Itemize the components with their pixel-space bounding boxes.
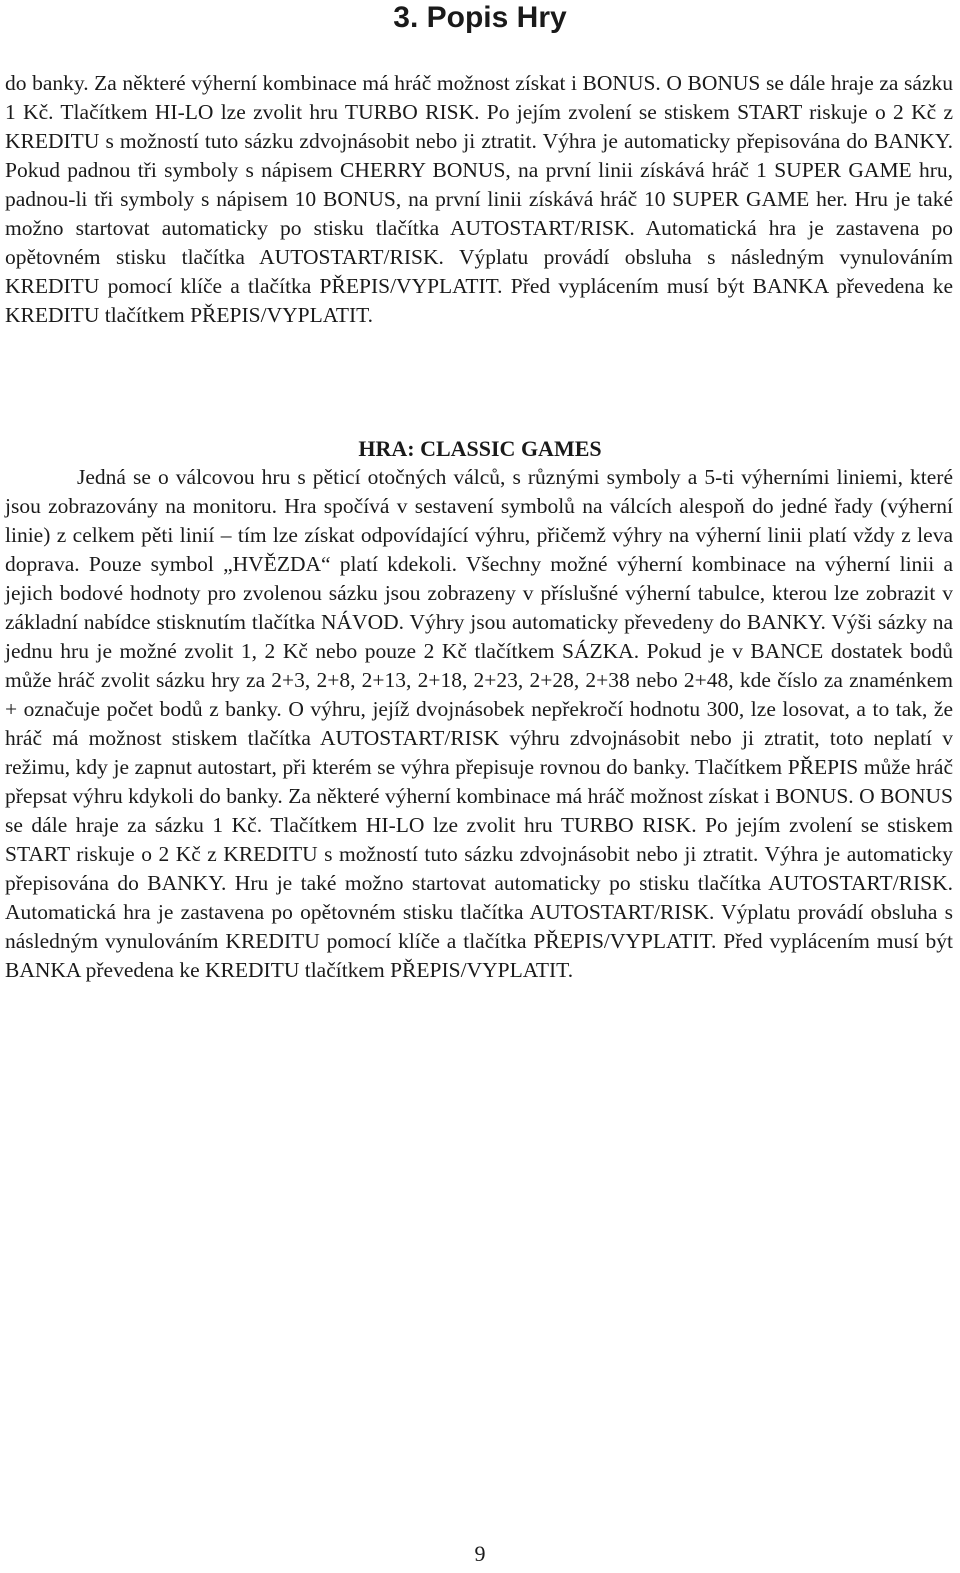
section-heading: HRA: CLASSIC GAMES bbox=[358, 436, 602, 461]
page-number: 9 bbox=[474, 1541, 486, 1566]
section-paragraph: Jedná se o válcovou hru s pěticí otočných válců, s různými symboly a 5-ti výherními liniemi, které jsou zobrazovány na monitoru. Hra spočívá v sestavení symbolů na válcích alespoň do jedné řady (výherní linie) z celkem pěti linií – tím lze získat odpovídající výhru, přičemž výhry na výherní linii platí vždy z leva doprava. Pouze symbol „HVĚZDA“ platí kdekoli. Všechny možné výherní kombinace na výherní linii a jejich bodové hodnoty pro zvolenou sázku jsou zobrazeny v příslušné výherní tabulce, kterou lze zobrazit v základní nabídce stisknutím tlačítka NÁVOD. Výhry jsou automaticky převedeny do BANKY. Výši sázky na jednu hru je možné zvolit 1, 2 Kč nebo pouze 2 Kč tlačítkem SÁZKA. Pokud je v BANCE dostatek bodů může hráč zvolit sázku hry za 2+3, 2+8, 2+13, 2+18, 2+23, 2+28, 2+38 nebo 2+48, kde číslo za znaménkem + označuje počet bodů z banky. O výhru, jejíž dvojnásobek nepřekročí hodnotu 300, lze losovat, a to tak, že hráč má možnost stiskem tlačítka AUTOSTART/RISK výhru zdvojnásobit nebo ji ztratit, toto neplatí v režimu, kdy je zapnut autostart, při kterém se výhra přepisuje rovnou do banky. Tlačítkem PŘEPIS může hráč přepsat výhru kdykoli do banky. Za některé výherní kombinace má hráč možnost získat i BONUS. O BONUS se dále hraje za sázku 1 Kč. Tlačítkem HI-LO lze zvolit hru TURBO RISK. Po jejím zvolení se stiskem START riskuje o 2 Kč z KREDITU s možností tuto sázku zdvojnásobit nebo ji ztratit. Výhra je automaticky přepisována do BANKY. Hru je také možno startovat automaticky po stisku tlačítka AUTOSTART/RISK. Automatická hra je zastavena po opětovném stisku tlačítka AUTOSTART/RISK. Výplatu provádí obsluha s následným vynulováním KREDITU pomocí klíče a tlačítka PŘEPIS/VYPLATIT. Před vyplácením musí být BANKA převedena ke KREDITU tlačítkem PŘEPIS/VYPLATIT. bbox=[5, 465, 953, 982]
page-title: 3. Popis Hry bbox=[393, 1, 567, 34]
intro-paragraph: do banky. Za některé výherní kombinace má hráč možnost získat i BONUS. O BONUS se dále hraje za sázku 1 Kč. Tlačítkem HI-LO lze zvolit hru TURBO RISK. Po jejím zvolení se stiskem START riskuje o 2 Kč z KREDITU s možností tuto sázku zdvojnásobit nebo ji ztratit. Výhra je automaticky přepisována do BANKY. Pokud padnou tři symboly s nápisem CHERRY BONUS, na první linii získává hráč 1 SUPER GAME hru, padnou-li tři symboly s nápisem 10 BONUS, na první linii získává hráč 10 SUPER GAME her. Hru je také možno startovat automaticky po stisku tlačítka AUTOSTART/RISK. Automatická hra je zastavena po opětovném stisku tlačítka AUTOSTART/RISK. Výplatu provádí obsluha s následným vynulováním KREDITU pomocí klíče a tlačítka PŘEPIS/VYPLATIT. Před vyplácením musí být BANKA převedena ke KREDITU tlačítkem PŘEPIS/VYPLATIT. bbox=[5, 71, 953, 327]
